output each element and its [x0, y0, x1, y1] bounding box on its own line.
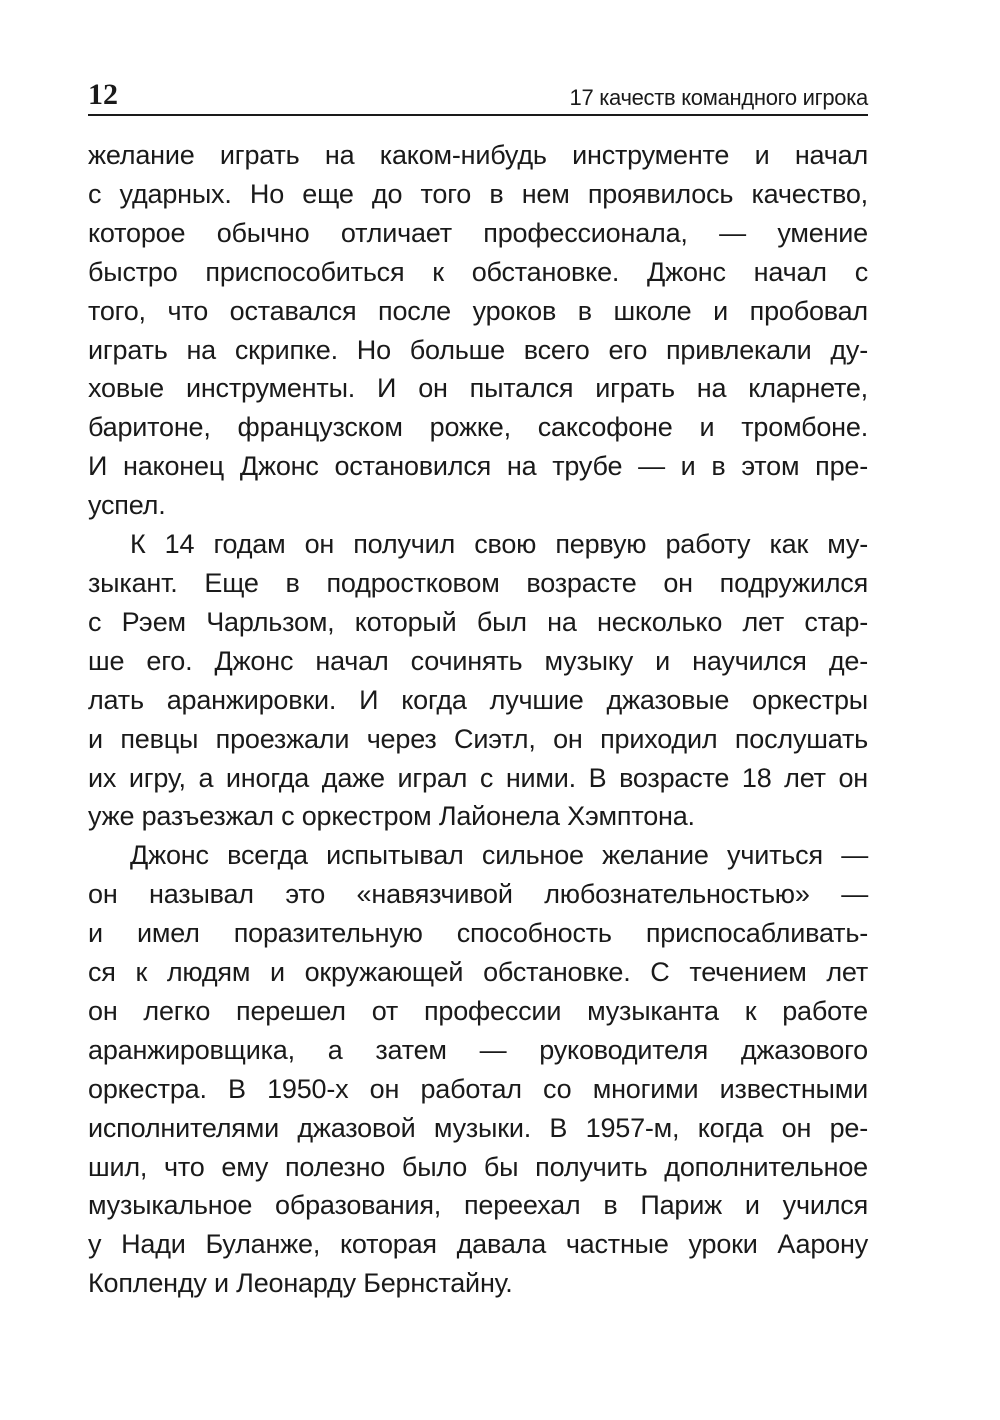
text-line: желание играть на каком-нибудь инструменте и начал	[88, 140, 868, 170]
text-line: играть на скрипке. Но больше всего его привлекали ду-	[88, 334, 868, 365]
page-number: 12	[88, 78, 118, 111]
text-line: оркестра. В 1950-х он работал со многими известными	[88, 1073, 868, 1104]
text-line: ше его. Джонс начал сочинять музыку и научился де-	[88, 645, 868, 676]
text-line: Джонс всегда испытывал сильное желание учиться —	[130, 840, 868, 871]
text-line: аранжировщика, а затем — руководителя джазового	[88, 1034, 868, 1065]
text-line: и имел поразительную способность приспосабливать-	[88, 918, 868, 949]
text-line: музыкальное образования, переехал в Париж и учился	[88, 1190, 868, 1221]
text-line: шил, что ему полезно было бы получить дополнительное	[88, 1151, 868, 1182]
book-page	[88, 70, 868, 1303]
text-line: того, что оставался после уроков в школе и пробовал	[88, 295, 868, 326]
paragraph-2	[88, 525, 868, 836]
running-header	[88, 70, 868, 116]
paragraph-1	[88, 136, 868, 525]
text-line: лать аранжировки. И когда лучшие джазовые оркестры	[88, 684, 868, 715]
text-line: Копленду и Леонарду Бернстайну.	[88, 1268, 513, 1299]
body-text	[88, 136, 868, 1303]
text-line: ховые инструменты. И он пытался играть на кларнете,	[88, 373, 868, 404]
text-line: с Рэем Чарльзом, который был на несколько лет стар-	[88, 606, 868, 637]
text-line: И наконец Джонс остановился на трубе — и в этом пре-	[88, 451, 868, 482]
book-title: 17 качеств командного игрока	[569, 85, 868, 110]
text-line: К 14 годам он получил свою первую работу как му-	[130, 529, 868, 560]
text-line: успел.	[88, 490, 166, 521]
text-line: баритоне, французском рожке, саксофоне и тромбоне.	[88, 412, 868, 443]
text-line: ся к людям и окружающей обстановке. С течением лет	[88, 957, 868, 988]
text-line: у Нади Буланже, которая давала частные уроки Аарону	[88, 1229, 868, 1260]
text-line: которое обычно отличает профессионала, — умение	[88, 217, 868, 248]
text-line: их игру, а иногда даже играл с ними. В возрасте 18 лет он	[88, 762, 868, 793]
text-line: зыкант. Еще в подростковом возрасте он подружился	[88, 567, 868, 598]
text-line: уже разъезжал с оркестром Лайонела Хэмптона.	[88, 801, 695, 832]
paragraph-3	[88, 836, 868, 1303]
text-line: исполнителями джазовой музыки. В 1957-м, когда он ре-	[88, 1112, 868, 1143]
text-line: быстро приспособиться к обстановке. Джонс начал с	[88, 256, 868, 287]
text-line: и певцы проезжали через Сиэтл, он приходил послушать	[88, 723, 868, 754]
text-line: с ударных. Но еще до того в нем проявилось качество,	[88, 178, 868, 209]
text-line: он называл это «навязчивой любознательностью» —	[88, 879, 868, 910]
text-line: он легко перешел от профессии музыканта к работе	[88, 995, 868, 1026]
